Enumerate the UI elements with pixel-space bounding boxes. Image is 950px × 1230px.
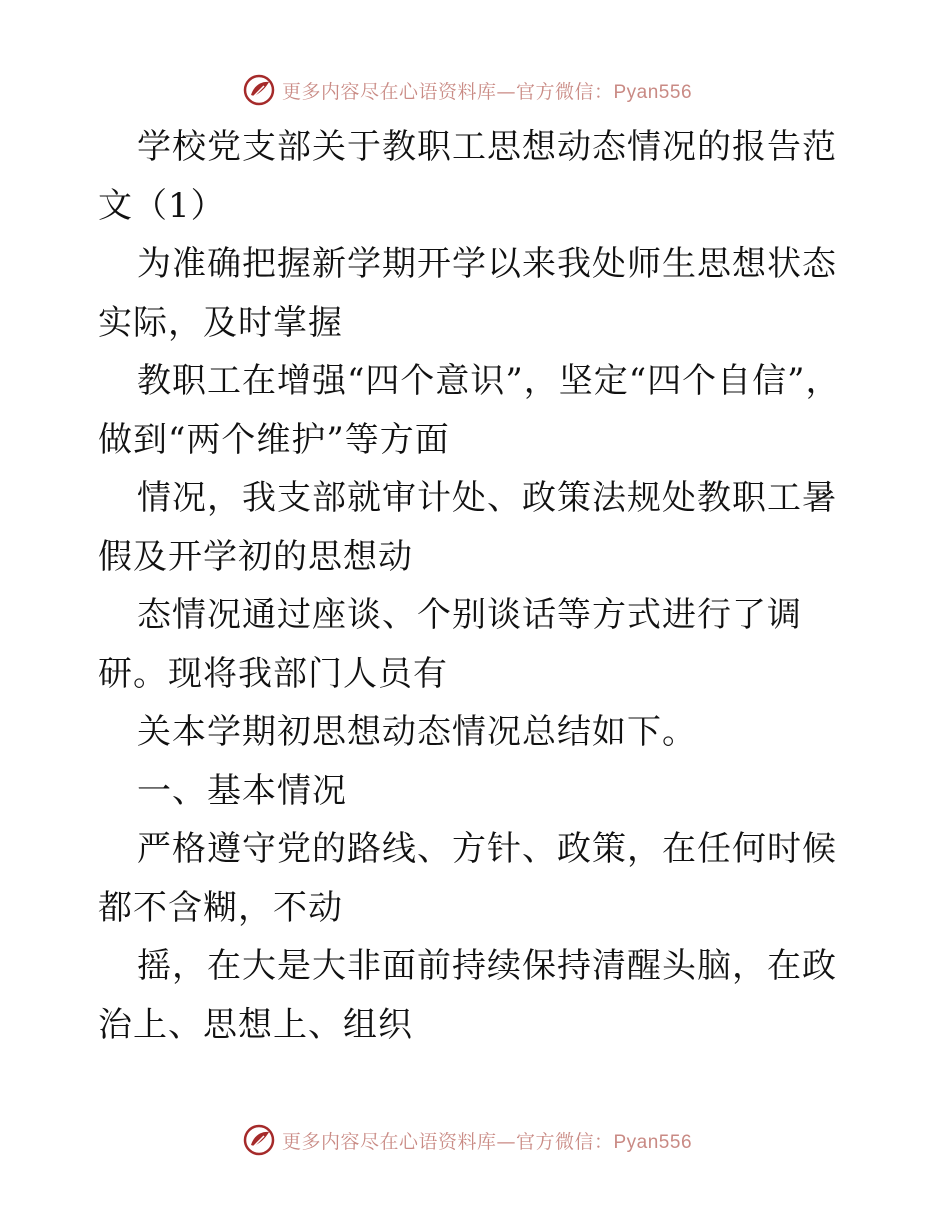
document-body	[98, 118, 854, 1054]
body-paragraph: 关本学期初思想动态情况总结如下。	[137, 712, 697, 752]
body-paragraph: 摇，在大是大非面前持续保持清醒头脑，在政治上、思想上、组织	[98, 946, 837, 1045]
document-title: 学校党支部关于教职工思想动态情况的报告范文（1）	[98, 127, 837, 226]
body-paragraph: 情况，我支部就审计处、政策法规处教职工暑假及开学初的思想动	[98, 478, 837, 577]
body-paragraph: 态情况通过座谈、个别谈话等方式进行了调研。现将我部门人员有	[98, 595, 802, 694]
banner-site-text: 更多内容尽在心语资料库—官方微信：Pyan556	[281, 1130, 693, 1153]
body-paragraph: 严格遵守党的路线、方针、政策，在任何时候都不含糊，不动	[98, 829, 837, 928]
body-paragraph: 教职工在增强“四个意识”，坚定“四个自信”，做到“两个维护”等方面	[98, 361, 841, 460]
body-paragraph: 为准确把握新学期开学以来我处师生思想状态实际，及时掌握	[98, 244, 837, 343]
section-heading: 一、基本情况	[137, 770, 347, 811]
banner-site-text: 更多内容尽在心语资料库—官方微信：Pyan556	[281, 80, 693, 103]
site-logo-icon	[242, 73, 276, 107]
header-banner	[0, 70, 950, 110]
site-logo-icon	[242, 1123, 276, 1157]
footer-banner	[0, 1120, 950, 1160]
